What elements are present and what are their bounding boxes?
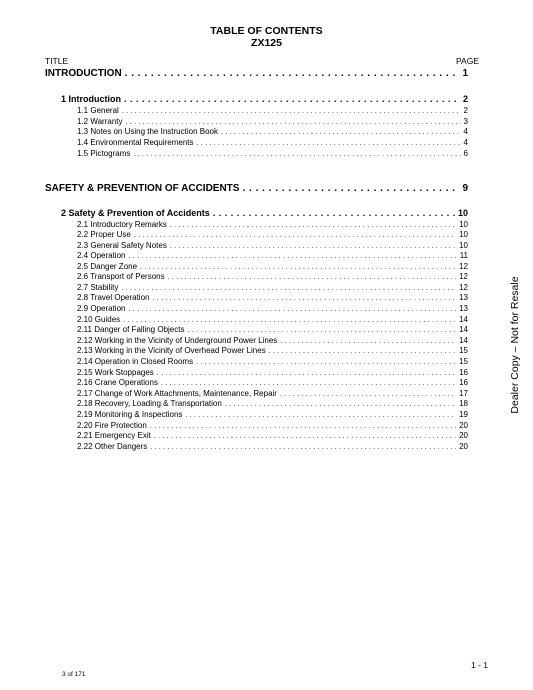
toc-entry-label: 2.12 Working in the Vicinity of Underground Power Lines bbox=[77, 336, 278, 345]
toc-entry-section[interactable] bbox=[61, 94, 468, 104]
toc-entry-page: 3 bbox=[463, 117, 468, 126]
toc-entry[interactable] bbox=[77, 138, 468, 147]
toc-entry-label: 1.3 Notes on Using the Instruction Book bbox=[77, 127, 218, 136]
toc-entry[interactable] bbox=[77, 117, 468, 126]
toc-entry[interactable] bbox=[77, 149, 468, 158]
toc-entry-label: 1.4 Environmental Requirements bbox=[77, 138, 194, 147]
toc-entry[interactable] bbox=[77, 325, 468, 334]
toc-entry-page: 17 bbox=[459, 389, 468, 398]
dealer-copy-text: Dealer Copy – Not for Resale bbox=[509, 276, 521, 414]
dot-leader bbox=[161, 380, 456, 387]
toc-entry-page: 14 bbox=[459, 325, 468, 334]
toc-entry-chapter[interactable] bbox=[45, 183, 468, 194]
toc-entry-page: 20 bbox=[459, 442, 468, 451]
dot-leader bbox=[128, 306, 456, 313]
toc-entry-label: 2.1 Introductory Remarks bbox=[77, 220, 167, 229]
toc-entry-label: INTRODUCTION bbox=[45, 68, 122, 79]
toc-entry-label: 2.11 Danger of Falling Objects bbox=[77, 325, 185, 334]
toc-entry-page: 11 bbox=[459, 251, 468, 260]
toc-entry-label: 1.2 Warranty bbox=[77, 117, 123, 126]
toc-entry-page: 14 bbox=[459, 336, 468, 345]
toc-entry-page: 4 bbox=[463, 138, 468, 147]
dot-leader bbox=[242, 183, 459, 194]
toc-entry-page: 20 bbox=[459, 431, 468, 440]
toc-entry[interactable] bbox=[77, 336, 468, 345]
toc-entry-label: 2.7 Stability bbox=[77, 283, 119, 292]
dot-leader bbox=[128, 253, 456, 260]
toc-entry[interactable] bbox=[77, 272, 468, 281]
dot-leader bbox=[280, 338, 456, 345]
toc-entry-page: 16 bbox=[459, 368, 468, 377]
dot-leader bbox=[187, 327, 456, 334]
toc-entry[interactable] bbox=[77, 283, 468, 292]
toc-entry-label: 2.19 Monitoring & Inspections bbox=[77, 410, 183, 419]
toc-entry-page: 15 bbox=[459, 357, 468, 366]
toc-entry[interactable] bbox=[77, 251, 468, 260]
toc-entry[interactable] bbox=[77, 389, 468, 398]
toc-entry-page: 16 bbox=[459, 378, 468, 387]
toc-entry-label: 2.18 Recovery, Loading & Transportation bbox=[77, 399, 222, 408]
dot-leader bbox=[196, 359, 456, 366]
toc-entry[interactable] bbox=[77, 399, 468, 408]
dot-leader bbox=[134, 232, 456, 239]
dot-leader bbox=[170, 243, 456, 250]
toc-entry[interactable] bbox=[77, 421, 468, 430]
toc-entry-label: 1.5 Pictograms bbox=[77, 149, 131, 158]
dot-leader bbox=[140, 264, 456, 271]
toc-entry[interactable] bbox=[77, 106, 468, 115]
toc-entry[interactable] bbox=[77, 357, 468, 366]
toc-entry-page: 4 bbox=[463, 127, 468, 136]
dot-leader bbox=[168, 274, 456, 281]
toc-entry-label: 2.13 Working in the Vicinity of Overhead Power Lines bbox=[77, 346, 266, 355]
dot-leader bbox=[152, 295, 456, 302]
dot-leader bbox=[280, 391, 456, 398]
toc-entry-page: 18 bbox=[459, 399, 468, 408]
toc-entry-section[interactable] bbox=[61, 208, 468, 218]
toc-entry-page: 12 bbox=[459, 283, 468, 292]
toc-entry-label: 2.10 Guides bbox=[77, 315, 121, 324]
toc-entry[interactable] bbox=[77, 378, 468, 387]
page-column-header: PAGE bbox=[456, 56, 479, 66]
toc-entry-page: 12 bbox=[459, 262, 468, 271]
toc-entry-label: 2.9 Operation bbox=[77, 304, 126, 313]
toc-entry-label: 1 Introduction bbox=[61, 94, 121, 104]
toc-entry-label: 2.16 Crane Operations bbox=[77, 378, 158, 387]
model-name: ZX125 bbox=[251, 37, 282, 49]
dot-leader bbox=[225, 401, 456, 408]
toc-entry-label: 2.2 Proper Use bbox=[77, 230, 131, 239]
toc-entry-label: 2.8 Travel Operation bbox=[77, 293, 150, 302]
toc-entry[interactable] bbox=[77, 410, 468, 419]
dot-leader bbox=[126, 119, 461, 126]
toc-entry[interactable] bbox=[77, 241, 468, 250]
toc-entry-label: 2 Safety & Prevention of Accidents bbox=[61, 208, 210, 218]
toc-entry-page: 13 bbox=[459, 293, 468, 302]
dot-leader bbox=[124, 94, 460, 104]
dot-leader bbox=[150, 423, 456, 430]
title-column-header: TITLE bbox=[45, 56, 69, 66]
dot-leader bbox=[185, 412, 456, 419]
toc-entry[interactable] bbox=[77, 346, 468, 355]
toc-entry[interactable] bbox=[77, 127, 468, 136]
toc-entry[interactable] bbox=[77, 220, 468, 229]
toc-entry[interactable] bbox=[77, 293, 468, 302]
toc-entry-page: 15 bbox=[459, 346, 468, 355]
toc-entry-page: 10 bbox=[459, 230, 468, 239]
toc-entry-page: 1 bbox=[462, 68, 468, 79]
toc-entry-page: 14 bbox=[459, 315, 468, 324]
dot-leader bbox=[269, 348, 456, 355]
dot-leader bbox=[157, 370, 456, 377]
dot-leader bbox=[221, 129, 461, 136]
toc-entry-page: 2 bbox=[463, 106, 468, 115]
dot-leader bbox=[150, 444, 456, 451]
dot-leader bbox=[133, 151, 460, 158]
toc-entry-label: 2.20 Fire Protection bbox=[77, 421, 147, 430]
toc-entry-label: 2.4 Operation bbox=[77, 251, 126, 260]
dot-leader bbox=[121, 285, 456, 292]
dot-leader bbox=[123, 317, 456, 324]
toc-entry-label: 2.22 Other Dangers bbox=[77, 442, 148, 451]
toc-entry[interactable] bbox=[77, 431, 468, 440]
dot-leader bbox=[122, 108, 461, 115]
toc-entry[interactable] bbox=[77, 368, 468, 377]
toc-entry[interactable] bbox=[77, 304, 468, 313]
toc-entry-page: 20 bbox=[459, 421, 468, 430]
toc-entry-page: 10 bbox=[459, 241, 468, 250]
page-number: 1 - 1 bbox=[471, 660, 489, 670]
dot-leader bbox=[213, 208, 455, 218]
toc-entry-label: 2.17 Change of Work Attachments, Maintenance, Repair bbox=[77, 389, 277, 398]
page-count: 3 of 171 bbox=[62, 671, 86, 678]
toc-entry-page: 12 bbox=[459, 272, 468, 281]
toc-entry-label: 2.14 Operation in Closed Rooms bbox=[77, 357, 194, 366]
toc-entry-page: 10 bbox=[459, 220, 468, 229]
dot-leader bbox=[197, 140, 461, 147]
toc-entry-label: 2.6 Transport of Persons bbox=[77, 272, 165, 281]
toc-entry[interactable] bbox=[77, 442, 468, 451]
toc-entry-page: 6 bbox=[463, 149, 468, 158]
toc-entry-chapter[interactable] bbox=[45, 68, 468, 79]
toc-entry[interactable] bbox=[77, 262, 468, 271]
toc-entry-label: 2.21 Emergency Exit bbox=[77, 431, 151, 440]
toc-entry-page: 2 bbox=[462, 94, 468, 104]
dot-leader bbox=[170, 222, 456, 229]
toc-entry-label: 1.1 General bbox=[77, 106, 119, 115]
dot-leader bbox=[125, 68, 460, 79]
toc-entry-page: 9 bbox=[462, 183, 468, 194]
document-title: TABLE OF CONTENTS bbox=[210, 25, 323, 37]
toc-entry-label: 2.15 Work Stoppages bbox=[77, 368, 154, 377]
toc-entry-label: 2.5 Danger Zone bbox=[77, 262, 138, 271]
dot-leader bbox=[154, 433, 456, 440]
toc-entry[interactable] bbox=[77, 230, 468, 239]
toc-entry[interactable] bbox=[77, 315, 468, 324]
toc-entry-label: 2.3 General Safety Notes bbox=[77, 241, 167, 250]
toc-entry-page: 10 bbox=[457, 208, 468, 218]
toc-entry-page: 13 bbox=[459, 304, 468, 313]
toc-entry-page: 19 bbox=[459, 410, 468, 419]
toc-entry-label: SAFETY & PREVENTION OF ACCIDENTS bbox=[45, 183, 240, 194]
